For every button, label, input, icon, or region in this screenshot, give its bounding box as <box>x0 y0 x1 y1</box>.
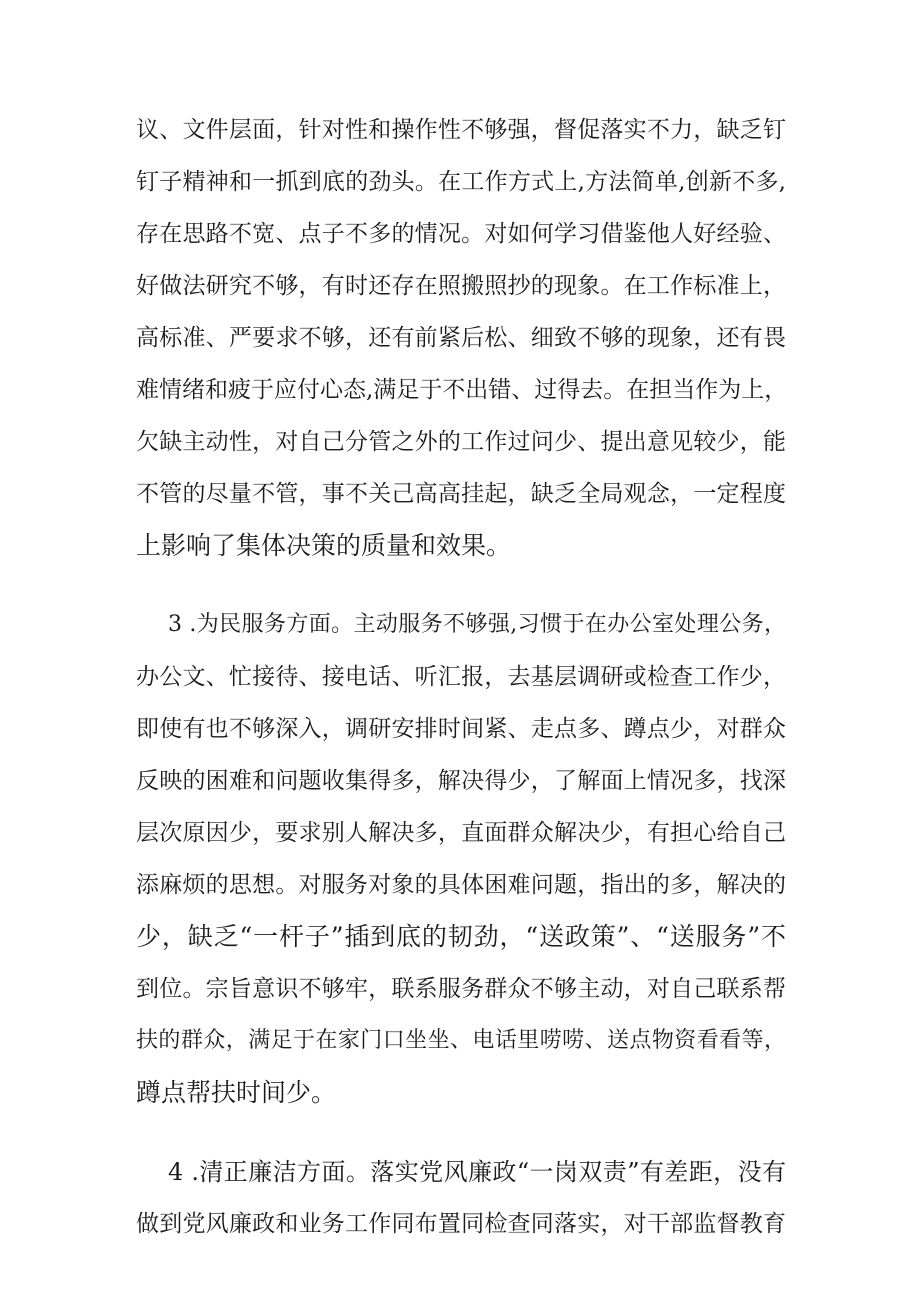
paragraph-1-line-3: 存在思路不宽、点子不多的情况。对如何学习借鉴他人好经验、 <box>136 221 786 247</box>
paragraph-1-line-9: 上影响了集体决策的质量和效果。 <box>136 531 512 560</box>
paragraph-1-line-5: 高标准、严要求不够，还有前紧后松、细致不够的现象，还有畏 <box>136 325 786 351</box>
paragraph-1-line-2: 钉子精神和一抓到底的劲头。在工作方式上,方法简单,创新不多, <box>136 169 786 195</box>
paragraph-1-line-7: 欠缺主动性，对自己分管之外的工作过问少、提出意见较少，能 <box>136 429 786 455</box>
paragraph-2-line-8: 到位。宗旨意识不够牢，联系服务群众不够主动，对自己联系帮 <box>136 976 786 1002</box>
paragraph-2-line-7: 少，缺乏“一杆子”插到底的韧劲，“送政策”、“送服务”不 <box>136 922 786 951</box>
paragraph-2-line-5: 层次原因少，要求别人解决多，直面群众解决少，有担心给自己 <box>136 820 786 846</box>
paragraph-1-line-6: 难情绪和疲于应付心态,满足于不出错、过得去。在担当作为上， <box>136 377 788 403</box>
paragraph-1-line-1: 议、文件层面，针对性和操作性不够强，督促落实不力，缺乏钉 <box>136 117 786 143</box>
paragraph-2-line-6: 添麻烦的思想。对服务对象的具体困难问题，指出的多，解决的 <box>136 872 786 898</box>
paragraph-2-line-9: 扶的群众，满足于在家门口坐坐、电话里唠唠、送点物资看看等， <box>136 1028 786 1053</box>
paragraph-2-line-2: 办公文、忙接待、接电话、听汇报，去基层调研或检查工作少， <box>136 664 786 690</box>
paragraph-1-line-4: 好做法研究不够，有时还存在照搬照抄的现象。在工作标准上， <box>136 273 786 299</box>
paragraph-2-line-4: 反映的困难和问题收集得多，解决得少，了解面上情况多，找深 <box>136 768 786 794</box>
paragraph-2-line-3: 即使有也不够深入，调研安排时间紧、走点多、蹲点少，对群众 <box>136 716 786 742</box>
paragraph-3-line-1: 4 .清正廉洁方面。落实党风廉政“一岗双责”有差距，没有 <box>168 1158 786 1186</box>
paragraph-2-line-10: 蹲点帮扶时间少。 <box>136 1078 337 1107</box>
paragraph-1-line-8: 不管的尽量不管，事不关己高高挂起，缺乏全局观念，一定程度 <box>136 481 786 507</box>
paragraph-3-line-2: 做到党风廉政和业务工作同布置同检查同落实，对干部监督教育 <box>136 1211 786 1237</box>
paragraph-2-line-1: 3 .为民服务方面。主动服务不够强,习惯于在办公室处理公务， <box>168 612 786 637</box>
